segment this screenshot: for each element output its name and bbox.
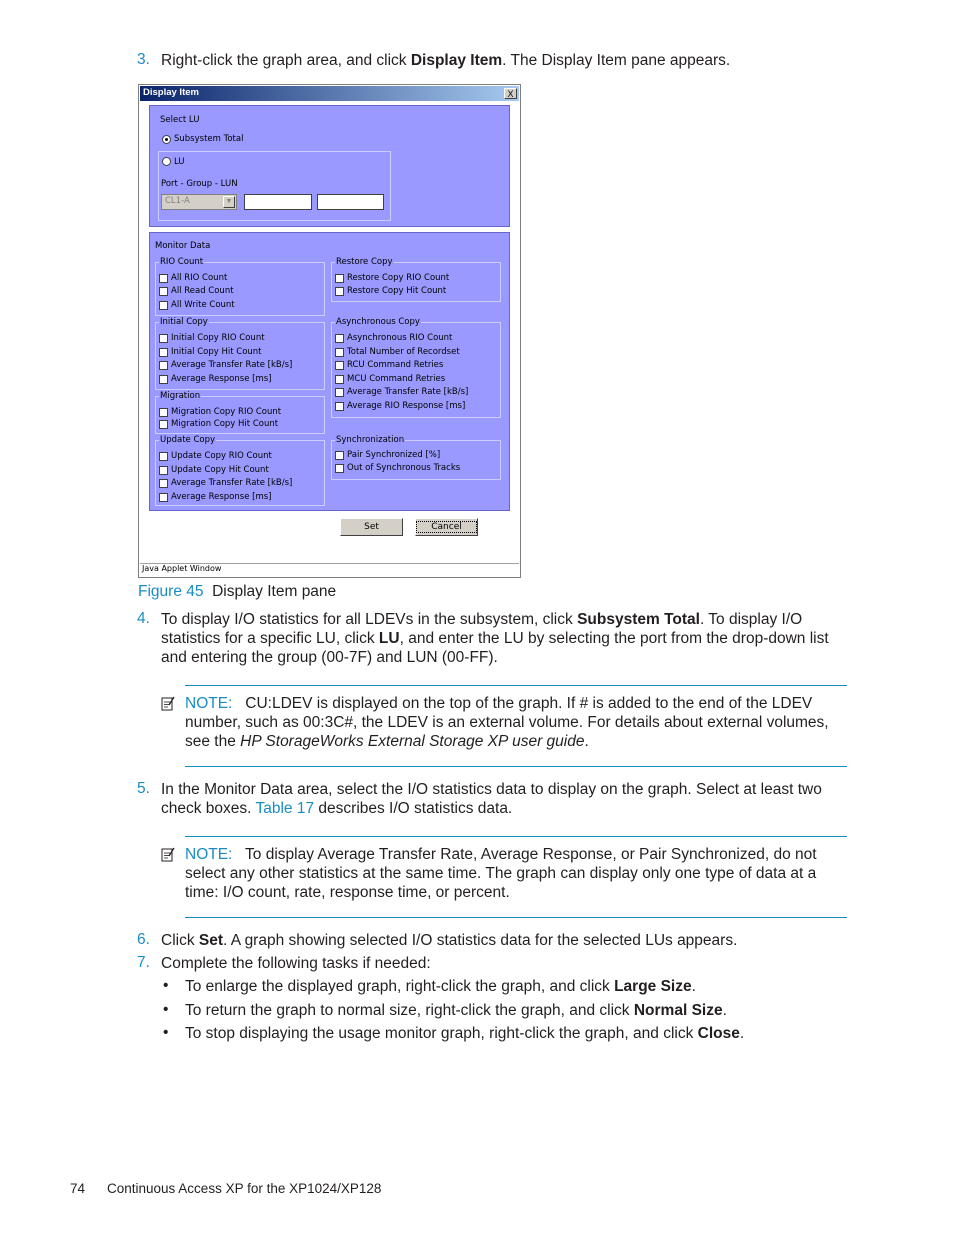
step-6-bold: Set [198, 932, 224, 949]
step-4-t1: To display I/O statistics for all LDEVs in the subsystem, click [161, 611, 578, 628]
initial-copy-group [155, 317, 325, 390]
cancel-button[interactable] [415, 518, 478, 536]
select-lu-panel [149, 105, 510, 227]
chevron-down-icon[interactable]: ▼ [223, 196, 235, 208]
update-copy-group [155, 435, 325, 506]
subsystem-total-label: Subsystem Total [174, 134, 244, 144]
checkbox[interactable] [159, 301, 168, 310]
bullet-bold: Normal Size [633, 1002, 723, 1019]
checkbox[interactable] [335, 287, 344, 296]
cancel-button-label: Cancel [416, 521, 477, 533]
checkbox-label: Update Copy Hit Count [171, 465, 269, 475]
checkbox[interactable] [335, 375, 344, 384]
applet-window-label: Java Applet Window [142, 564, 222, 573]
table-17-link[interactable]: Table 17 [255, 800, 315, 817]
migration-label: Migration [160, 391, 201, 401]
step-4-number: 4. [137, 610, 150, 627]
checkbox[interactable] [335, 451, 344, 460]
bullet-end: . [722, 1002, 727, 1019]
step-3-pre: Right-click the graph area, and click [161, 52, 411, 69]
checkbox-label: Out of Synchronous Tracks [347, 463, 461, 473]
set-button-label: Set [364, 522, 379, 532]
step-6-t2: . A graph showing selected I/O statistics data for the selected LUs appears. [223, 932, 738, 949]
checkbox[interactable] [335, 388, 344, 397]
restore-copy-group [331, 257, 501, 302]
checkbox-label: Migration Copy RIO Count [171, 407, 282, 417]
checkbox-label: Asynchronous RIO Count [347, 333, 453, 343]
checkbox-label: Restore Copy Hit Count [347, 286, 447, 296]
figure-caption [138, 582, 336, 601]
step-4-b2: LU [378, 630, 400, 647]
checkbox[interactable] [159, 479, 168, 488]
checkbox[interactable] [159, 274, 168, 283]
port-group-lun-label: Port - Group - LUN [161, 179, 238, 189]
checkbox-label: Average Response [ms] [171, 374, 272, 384]
bullet-item [185, 977, 840, 996]
step-4-t2: . To display I/O statistics for a specific LU, click [161, 611, 803, 647]
note-1-t1: CU:LDEV is displayed on the top of the graph. If # is added to the end of the LDEV number, such as 00:3C#, the LDEV is an external volume. For details about external volumes, see the [185, 695, 829, 750]
monitor-data-label: Monitor Data [155, 241, 211, 251]
checkbox[interactable] [159, 408, 168, 417]
checkbox[interactable] [335, 334, 344, 343]
bullet-marker: • [163, 1001, 169, 1018]
restore-copy-label: Restore Copy [336, 257, 393, 267]
checkbox-label: Average Transfer Rate [kB/s] [171, 478, 293, 488]
checkbox-label: Initial Copy RIO Count [171, 333, 265, 343]
checkbox-label: Initial Copy Hit Count [171, 347, 262, 357]
step-3-bold: Display Item [410, 52, 503, 69]
checkbox[interactable] [159, 375, 168, 384]
checkbox-label: All Write Count [171, 300, 235, 310]
checkbox-label: RCU Command Retries [347, 360, 444, 370]
dialog-titlebar [140, 86, 519, 101]
bullet-end: . [739, 1025, 745, 1042]
step-7-number: 7. [137, 954, 150, 971]
step-3-text [161, 51, 841, 70]
checkbox-label: All Read Count [171, 286, 234, 296]
bullet-bold: Large Size [614, 978, 692, 995]
checkbox[interactable] [335, 361, 344, 370]
bullet-bold: Close [697, 1025, 740, 1042]
note-2-label: NOTE: [185, 846, 233, 863]
checkbox[interactable] [335, 402, 344, 411]
bullet-marker: • [163, 977, 169, 994]
step-4-b1: Subsystem Total [577, 611, 700, 628]
note-rule-top [185, 836, 847, 837]
synchronization-label: Synchronization [336, 435, 405, 445]
group-input[interactable] [244, 194, 312, 210]
step-6-t1: Click [161, 932, 199, 949]
bullet-item [185, 1024, 840, 1043]
checkbox-label: Average Response [ms] [171, 492, 272, 502]
note-rule-bottom [185, 917, 847, 918]
subsystem-total-radio[interactable] [162, 135, 171, 144]
step-6-text [161, 931, 841, 950]
note-2-text [185, 845, 840, 902]
checkbox[interactable] [159, 361, 168, 370]
port-dropdown[interactable] [161, 194, 237, 210]
monitor-data-panel [149, 232, 510, 511]
synchronization-group [331, 435, 501, 480]
step-5-t1: In the Monitor Data area, select the I/O statistics data to display on the graph. Select at least two check boxes. [161, 781, 822, 817]
update-copy-label: Update Copy [160, 435, 216, 445]
checkbox-label: All RIO Count [171, 273, 228, 283]
step-3-number: 3. [137, 51, 150, 68]
footer-title: Continuous Access XP for the XP1024/XP128 [107, 1181, 382, 1196]
step-3-post: . The Display Item pane appears. [502, 52, 731, 69]
step-4-text [161, 610, 841, 667]
dialog-title: Display Item [143, 87, 199, 98]
checkbox-label: Average Transfer Rate [kB/s] [347, 387, 469, 397]
checkbox-label: Migration Copy Hit Count [171, 419, 279, 429]
note-1-label: NOTE: [185, 695, 233, 712]
lu-radio[interactable] [162, 157, 171, 166]
migration-group [155, 391, 325, 434]
lu-label: LU [174, 157, 185, 167]
checkbox[interactable] [159, 334, 168, 343]
checkbox-label: Pair Synchronized [%] [347, 450, 441, 460]
checkbox[interactable] [159, 493, 168, 502]
lun-input[interactable] [317, 194, 384, 210]
checkbox-label: Restore Copy RIO Count [347, 273, 450, 283]
initial-copy-label: Initial Copy [160, 317, 208, 327]
bullet-text: To return the graph to normal size, right-click the graph, and click [185, 1002, 634, 1019]
bullet-text: To stop displaying the usage monitor graph, right-click the graph, and click [185, 1025, 698, 1042]
select-lu-label: Select LU [160, 115, 200, 125]
note-1-text [185, 694, 840, 751]
checkbox[interactable] [335, 348, 344, 357]
asynchronous-copy-label: Asynchronous Copy [336, 317, 420, 327]
step-7-text: Complete the following tasks if needed: [161, 955, 431, 972]
step-5-number: 5. [137, 780, 150, 797]
checkbox-label: Average Transfer Rate [kB/s] [171, 360, 293, 370]
checkbox[interactable] [159, 466, 168, 475]
figure-caption-text: Display Item pane [212, 583, 337, 600]
checkbox[interactable] [159, 420, 168, 429]
checkbox[interactable] [159, 287, 168, 296]
checkbox-label: Update Copy RIO Count [171, 451, 272, 461]
note-1-t2: . [584, 733, 589, 750]
close-icon[interactable]: X [504, 88, 517, 99]
checkbox-label: Average RIO Response [ms] [347, 401, 466, 411]
page-number: 74 [70, 1181, 86, 1196]
port-dropdown-value: CL1-A [165, 196, 190, 206]
checkbox[interactable] [335, 274, 344, 283]
checkbox[interactable] [159, 452, 168, 461]
note-2-t1: To display Average Transfer Rate, Average Response, or Pair Synchronized, do not select any other statistics at the same time. The graph can display only one type of data at a time: I/O count, rate, response time, or percent. [185, 846, 817, 901]
note-icon [161, 847, 175, 862]
asynchronous-copy-group [331, 317, 501, 418]
checkbox-label: MCU Command Retries [347, 374, 446, 384]
bullet-text: To enlarge the displayed graph, right-click the graph, and click [185, 978, 615, 995]
display-item-dialog [138, 84, 521, 578]
note-rule-bottom [185, 766, 847, 767]
set-button[interactable] [340, 518, 403, 536]
dialog-statusbar [140, 563, 519, 576]
rio-count-group [155, 257, 325, 316]
step-5-t2: describes I/O statistics data. [314, 800, 513, 817]
note-icon [161, 696, 175, 711]
step-5-text [161, 780, 841, 818]
figure-label: Figure 45 [138, 583, 204, 600]
bullet-end: . [691, 978, 696, 995]
step-4-t3: , and enter the LU by selecting the port from the drop-down list and entering the group (00-7F) and LUN (00-FF). [161, 630, 829, 666]
step-6-number: 6. [137, 931, 150, 948]
note-1-italic: HP StorageWorks External Storage XP user guide [240, 733, 585, 750]
checkbox[interactable] [335, 464, 344, 473]
bullet-marker: • [163, 1024, 169, 1041]
checkbox[interactable] [159, 348, 168, 357]
rio-count-label: RIO Count [160, 257, 204, 267]
checkbox-label: Total Number of Recordset [347, 347, 460, 357]
bullet-item [185, 1001, 840, 1020]
note-rule-top [185, 685, 847, 686]
